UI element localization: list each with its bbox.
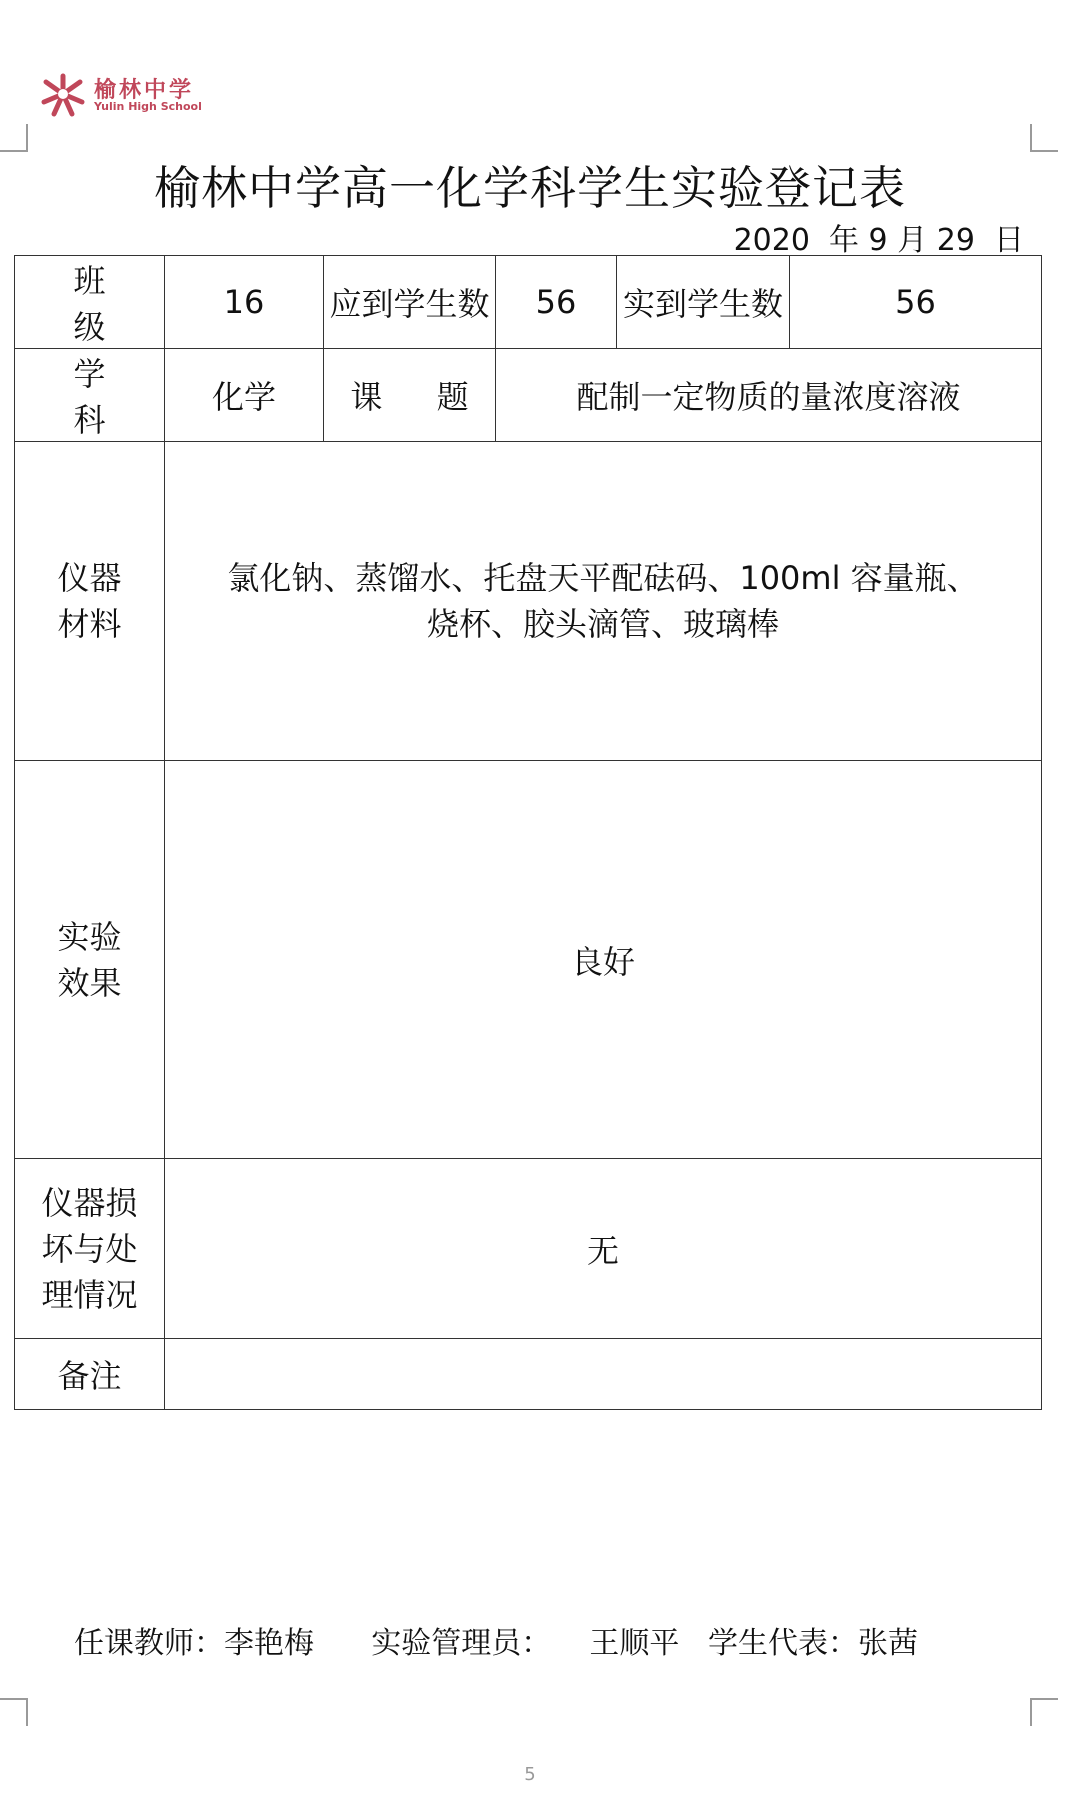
crop-mark-top-right [1030, 124, 1058, 152]
result-label-line2: 效果 [57, 963, 122, 1002]
actual-students-value: 56 [790, 256, 1042, 349]
topic-label: 课 题 [324, 349, 496, 442]
class-value: 16 [165, 256, 324, 349]
damage-label-line3: 理情况 [41, 1275, 138, 1314]
student-rep-name: 张茜 [857, 1626, 918, 1661]
materials-label-line1: 仪器 [57, 559, 122, 597]
materials-label-line2: 材料 [57, 605, 122, 643]
table-row-damage [15, 1159, 1042, 1339]
class-label: 班 级 [15, 256, 165, 349]
materials-label [15, 442, 165, 761]
form-title: 榆林中学高一化学科学生实验登记表 [154, 161, 906, 215]
signature-line [74, 1618, 918, 1662]
date-year-unit: 年 [829, 223, 859, 258]
logo-name-cn: 榆林中学 [94, 77, 195, 103]
expected-students-value: 56 [496, 256, 617, 349]
date-month: 9 [868, 223, 888, 258]
expected-students-label: 应到学生数 [324, 256, 496, 349]
materials-value-line2: 烧杯、胶头滴管、玻璃棒 [426, 605, 779, 643]
date-day-unit: 日 [994, 223, 1024, 258]
form-date [734, 215, 1024, 259]
damage-label-line2: 坏与处 [41, 1229, 138, 1268]
table-row-materials [15, 442, 1042, 761]
subject-value: 化学 [165, 349, 324, 442]
materials-value-line1: 氯化钠、蒸馏水、托盘天平配砝码、100ml 容量瓶、 [227, 559, 979, 597]
remarks-label: 备注 [15, 1339, 165, 1410]
date-month-unit: 月 [897, 223, 928, 258]
subject-label: 学 科 [15, 349, 165, 442]
school-logo [38, 72, 238, 120]
result-label-line1: 实验 [57, 917, 122, 956]
page-number: 5 [524, 1764, 536, 1785]
damage-value: 无 [165, 1159, 1042, 1339]
student-rep-label: 学生代表： [707, 1626, 858, 1661]
registration-table [14, 255, 1042, 1410]
crop-mark-bottom-right [1030, 1698, 1058, 1726]
date-day: 29 [936, 223, 975, 258]
materials-value [165, 442, 1042, 761]
logo-name-en: Yulin High School [94, 100, 202, 113]
topic-value: 配制一定物质的量浓度溶液 [496, 349, 1042, 442]
actual-students-label: 实到学生数 [617, 256, 790, 349]
remarks-value [165, 1339, 1042, 1410]
table-row-subject [15, 349, 1042, 442]
result-value: 良好 [165, 761, 1042, 1159]
crop-mark-top-left [0, 124, 28, 152]
crop-mark-bottom-left [0, 1698, 28, 1726]
table-row-remarks [15, 1339, 1042, 1410]
table-row-class [15, 256, 1042, 349]
admin-label: 实验管理员： [371, 1626, 552, 1661]
date-year: 2020 [733, 223, 810, 258]
teacher-label: 任课教师： [74, 1626, 224, 1661]
damage-label [15, 1159, 165, 1339]
school-emblem-icon [38, 72, 88, 118]
admin-name: 王顺平 [589, 1626, 680, 1661]
table-row-result [15, 761, 1042, 1159]
teacher-name: 李艳梅 [224, 1626, 314, 1661]
result-label [15, 761, 165, 1159]
damage-label-line1: 仪器损 [41, 1183, 138, 1222]
